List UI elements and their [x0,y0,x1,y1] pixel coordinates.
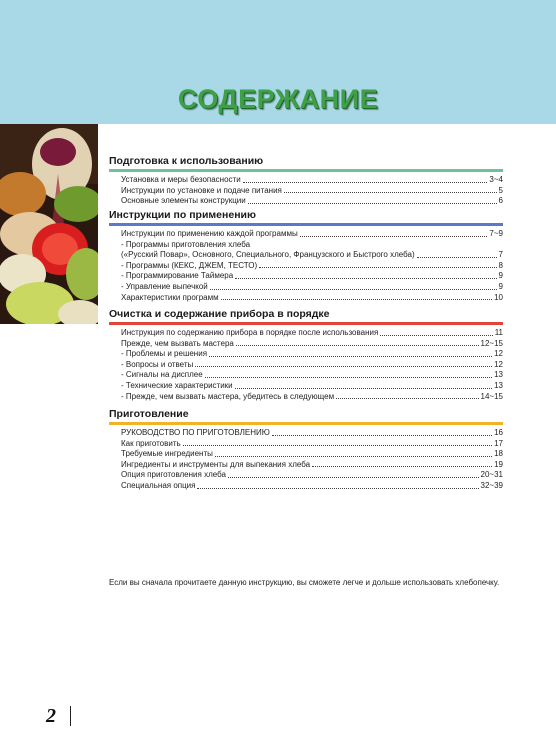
toc-entry-title: Ингредиенты и инструменты для выпекания хлеба [121,459,311,469]
dot-leader [209,356,492,357]
dot-leader [272,435,492,436]
section-usage [109,209,503,303]
toc-entry[interactable] [109,449,503,460]
dot-leader [284,192,497,193]
page-number: 2 [46,705,56,727]
toc-entry-title: Инструкции по применению каждой программы [121,229,298,238]
toc-entry[interactable] [109,470,503,481]
dot-leader [235,278,496,279]
toc-entry-page: 9 [498,281,503,291]
toc-entry[interactable] [109,250,503,261]
dot-leader [417,257,497,258]
toc-entry-title: - Проблемы и решения [121,349,208,359]
toc-entry-page: 32~39 [480,480,503,490]
dot-leader [312,466,492,467]
toc-entry-page: 12~15 [480,338,503,348]
toc-entry-title: - Сигналы на дисплее [121,370,203,380]
toc-entry[interactable] [109,293,503,304]
dot-leader [336,398,478,399]
toc-entry[interactable] [109,481,503,492]
section-divider [109,223,503,226]
toc-entry[interactable] [109,339,503,350]
toc-entry-title: - Программы приготовления хлеба [121,239,251,249]
toc-entry-page: 11 [494,328,503,337]
toc-entry-page: 8 [498,260,503,270]
dot-leader [210,289,497,290]
toc-entry-page: 18 [494,449,503,459]
section-heading: Инструкции по применению [109,209,256,221]
toc-entry-title: Как приготовить [121,438,181,448]
toc-entry-page: 19 [494,459,503,469]
toc-entry-title: Инструкция по содержанию прибора в порядке после использования [121,328,379,337]
toc-entry-page: 12 [494,359,503,369]
toc-entry-title: Опция приготовления хлеба [121,470,226,480]
toc-entry-title: Характеристики программ [121,292,219,302]
toc-entry-title: - Программы (КЕКС, ДЖЕМ, ТЕСТО) [121,260,258,270]
toc-entry-page: 17 [494,438,503,448]
toc-entry[interactable] [109,240,503,251]
toc-entry-title: - Программирование Таймера [121,271,234,281]
dot-leader [236,345,479,346]
header-band [0,0,556,124]
toc-entry[interactable] [109,229,503,240]
dot-leader [195,366,492,367]
toc-entry-title: - Вопросы и ответы [121,359,194,369]
toc-entry[interactable] [109,328,503,339]
toc-entry-title: - Управление выпечкой [121,281,208,291]
toc-entry[interactable] [109,392,503,403]
toc-entry[interactable] [109,196,503,207]
toc-entry-title: («Русский Повар», Основного, Специального, Французского и Быстрого хлеба) [121,250,415,260]
dot-leader [300,236,488,237]
dot-leader [205,377,492,378]
toc-entry-title: Специальная опция [121,480,196,490]
toc-entry-title: - Прежде, чем вызвать мастера, убедитесь в следующем [121,391,335,401]
toc-entry-title: Основные элементы конструкции [121,196,246,206]
section-cleaning [109,308,503,402]
intro-note: Если вы сначала прочитаете данную инструкцию, вы сможете легче и дольше использовать хлебопечку. [109,578,500,587]
page-number-divider [70,706,71,726]
toc-entry-title: Требуемые ингредиенты [121,449,213,459]
toc-entry[interactable] [109,349,503,360]
toc-entry[interactable] [109,261,503,272]
toc-entry-page: 3~4 [489,175,503,184]
dot-leader [248,203,497,204]
toc-entry-page: 5 [498,185,503,195]
toc-entry-page: 7~9 [489,229,503,238]
toc-entry[interactable] [109,186,503,197]
food-photo [0,124,98,324]
toc-entry[interactable] [109,439,503,450]
toc-entry-page: 9 [498,271,503,281]
toc-entry-page: 16 [494,428,503,437]
toc-entry-page: 12 [494,349,503,359]
toc-entry-page: 6 [498,196,503,206]
toc-entry[interactable] [109,428,503,439]
toc-entry[interactable] [109,282,503,293]
section-divider [109,169,503,172]
section-heading: Очистка и содержание прибора в порядке [109,308,330,320]
toc-entry-title: Прежде, чем вызвать мастера [121,338,234,348]
section-cooking [109,408,503,492]
toc-entry[interactable] [109,175,503,186]
section-preparation [109,155,503,207]
toc-entry[interactable] [109,271,503,282]
toc-entry-page: 13 [494,380,503,390]
toc-entry-title: Инструкции по установке и подаче питания [121,185,282,195]
dot-leader [221,299,493,300]
dot-leader [215,456,492,457]
toc-entry[interactable] [109,381,503,392]
dot-leader [259,267,496,268]
dot-leader [380,335,492,336]
toc-entry-title: - Технические характеристики [121,380,233,390]
toc-entry-page: 14~15 [480,391,503,401]
section-divider [109,322,503,325]
toc-entry-page: 20~31 [480,470,503,480]
section-heading: Приготовление [109,408,189,420]
dot-leader [197,488,478,489]
page-title: СОДЕРЖАНИЕ [177,84,379,114]
toc-entry-page: 7 [498,250,503,260]
dot-leader [183,445,492,446]
toc-entry[interactable] [109,460,503,471]
dot-leader [228,477,479,478]
toc-entry-title: Установка и меры безопасности [121,175,241,184]
toc-entry-page: 10 [494,292,503,302]
toc-entry-title: РУКОВОДСТВО ПО ПРИГОТОВЛЕНИЮ [121,428,270,437]
section-divider [109,422,503,425]
section-heading: Подготовка к использованию [109,155,264,167]
dot-leader [235,388,492,389]
toc-entry-page: 13 [494,370,503,380]
dot-leader [243,182,488,183]
toc-entry[interactable] [109,360,503,371]
toc-entry[interactable] [109,370,503,381]
